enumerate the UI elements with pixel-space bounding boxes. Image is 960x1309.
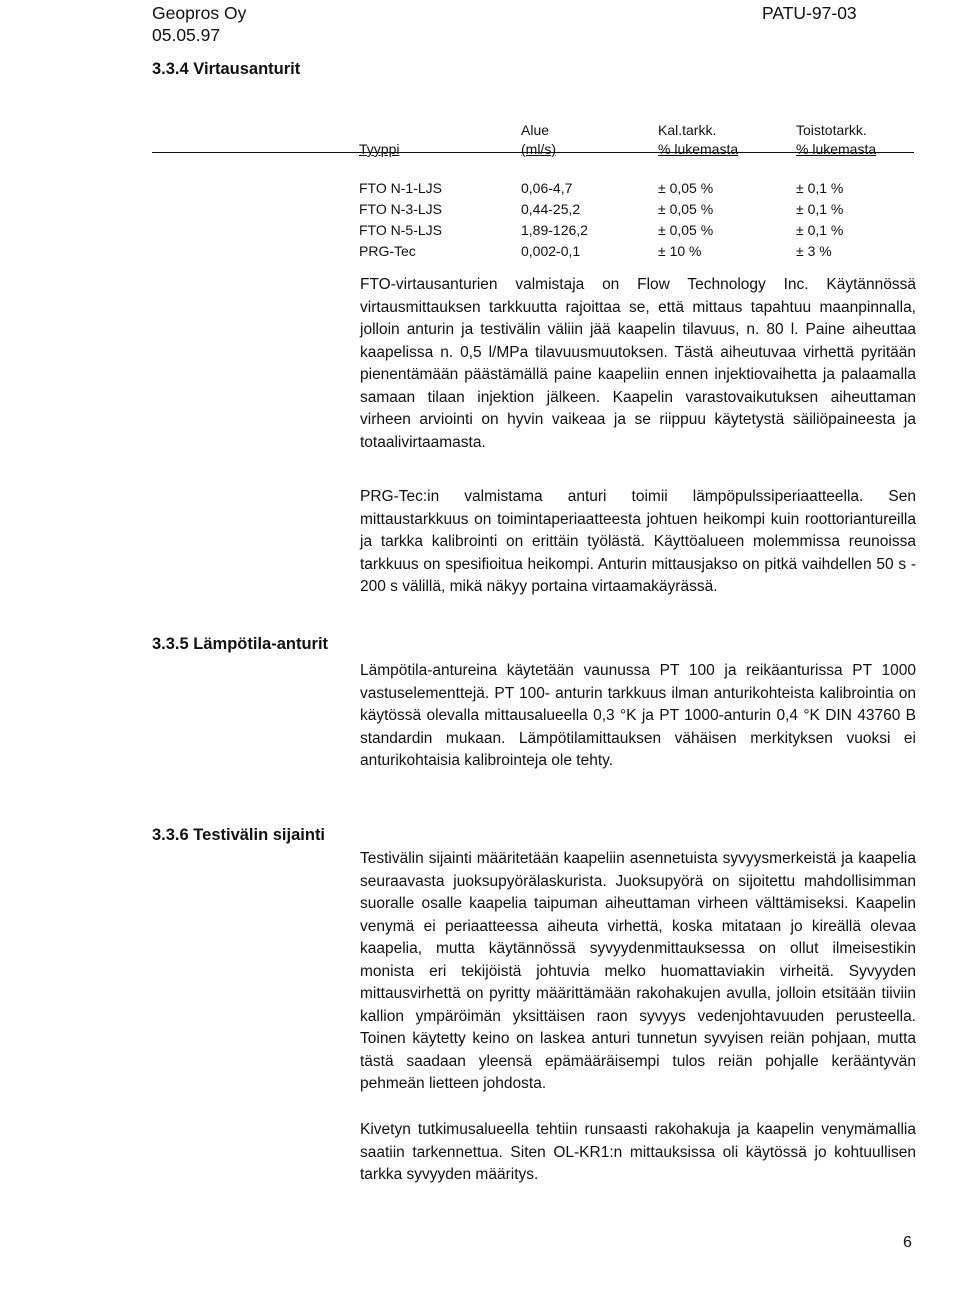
cell-cal: ± 0,05 %	[658, 180, 714, 196]
cell-rep: ± 0,1 %	[796, 180, 844, 196]
section-title-334: 3.3.4 Virtausanturit	[152, 60, 301, 78]
section-title-336: 3.3.6 Testivälin sijainti	[152, 826, 326, 844]
col-header-cal-unit: % lukemasta	[658, 141, 739, 157]
paragraph-temp	[360, 660, 916, 773]
cell-type: PRG-Tec	[359, 243, 416, 259]
paragraph-prg-text: PRG-Tec:in valmistama anturi toimii lämpöpulssiperiaatteella. Sen mittaustarkkuus on toimintaperiaatteesta johtuen heikompi kuin roottoriantureilla ja tarkka kalibrointi on erittäin työlästä. Käyttöalueen molemmissa reunoissa tarkkuus on spesifioitua heikompi. Anturin mittausjakso on pitkä vaihdellen 50 s - 200 s välillä, mikä näkyy portaina virtaamakäyrässä.	[360, 488, 916, 595]
table-rule	[152, 152, 914, 153]
cell-type: FTO N-3-LJS	[359, 201, 442, 217]
document-date: 05.05.97	[152, 25, 221, 45]
paragraph-temp-text: Lämpötila-antureina käytetään vaunussa PT 100 ja reikäanturissa PT 1000 vastuselementtejä. PT 100- anturin tarkkuus ilman anturikohteista kalibrointia on käytössä olevalla mittausalueella 0,3 °K ja PT 1000-anturin 0,4 °K DIN 43760 B standardin mukaan. Lämpötilamittauksen vähäisen merkityksen vuoksi ei anturikohtaisia kalibrointeja ole tehty.	[360, 662, 916, 769]
cell-range: 1,89-126,2	[521, 222, 588, 238]
paragraph-location-1-text: Testivälin sijainti määritetään kaapeliin asennetuista syvyysmerkeistä ja kaapelia seuraavasta juoksupyörälaskurista. Juoksupyörä on sijoitettu mahdollisimman suoralle osalle kaapelia taipuman aiheuttaman virheen välttämiseksi. Kaapelin venymä ei periaatteessa aiheuta virhettä, koska mitataan jo kireällä olevaa kaapelia, mutta käytännössä syvyydenmittauksessa on ollut ilmeisestikin monista eri tekijöistä johtuvia melko huomattaviakin virheitä. Syvyyden mittausvirhettä on pyritty määrittämään rakohakujen avulla, jolloin etsitään tiiviin kallion ympäröimän yksittäisen raon syvyys vedenjohtavuuden perusteella. Toinen käytetty keino on laskea anturi tunnetun syvyisen reiän pohjaan, mutta tästä saadaan yleensä epämääräisempi tulos reiän pohjalle kerääntyvän pehmeän lietteen johdosta.	[360, 850, 916, 1092]
col-header-cal-top: Kal.tarkk.	[658, 122, 717, 138]
cell-range: 0,06-4,7	[521, 180, 573, 196]
paragraph-location-2-text: Kivetyn tutkimusalueella tehtiin runsaasti rakohakuja ja kaapelin venymämallia saatiin tarkennettua. Siten OL-KR1:n mittauksissa oli käytössä jo kohtuullisen tarkka syvyyden määritys.	[360, 1121, 916, 1183]
cell-range: 0,44-25,2	[521, 201, 581, 217]
cell-type: FTO N-5-LJS	[359, 222, 442, 238]
cell-cal: ± 10 %	[658, 243, 702, 259]
page-number: 6	[903, 1234, 912, 1251]
cell-cal: ± 0,05 %	[658, 201, 714, 217]
paragraph-prg	[360, 486, 916, 599]
cell-range: 0,002-0,1	[521, 243, 581, 259]
col-header-range-unit: (ml/s)	[521, 141, 556, 157]
cell-type: FTO N-1-LJS	[359, 180, 442, 196]
col-header-rep-unit: % lukemasta	[796, 141, 877, 157]
paragraph-location-2	[360, 1119, 916, 1187]
paragraph-fto	[360, 274, 916, 454]
paragraph-location-1	[360, 848, 916, 1096]
col-header-range-top: Alue	[521, 122, 550, 138]
col-header-type: Tyyppi	[359, 141, 400, 157]
cell-rep: ± 0,1 %	[796, 222, 844, 238]
document-code: PATU-97-03	[762, 3, 857, 23]
cell-rep: ± 0,1 %	[796, 201, 844, 217]
company-name: Geopros Oy	[152, 3, 247, 23]
col-header-rep-top: Toistotarkk.	[796, 122, 867, 138]
section-title-335: 3.3.5 Lämpötila-anturit	[152, 635, 329, 653]
cell-rep: ± 3 %	[796, 243, 832, 259]
paragraph-fto-text: FTO-virtausanturien valmistaja on Flow Technology Inc. Käytännössä virtausmittauksen tarkkuutta rajoittaa se, että mittaus tapahtuu maanpinnalla, jolloin anturin ja testivälin väliin jää kaapelin tilavuus, n. 80 l. Paine aiheuttaa kaapelissa n. 0,5 l/MPa tilavuusmuutoksen. Tästä aiheutuvaa virhettä pyritään pienentämään päästämällä paine kaapeliin ennen injektiovaihetta ja palaamalla samaan tilaan injektion jälkeen. Kaapelin varastovaikutuksen aiheuttaman virheen arviointi on hyvin vaikeaa ja se riippuu käytetystä säiliöpaineesta ja totaalivirtaamasta.	[360, 276, 916, 451]
cell-cal: ± 0,05 %	[658, 222, 714, 238]
